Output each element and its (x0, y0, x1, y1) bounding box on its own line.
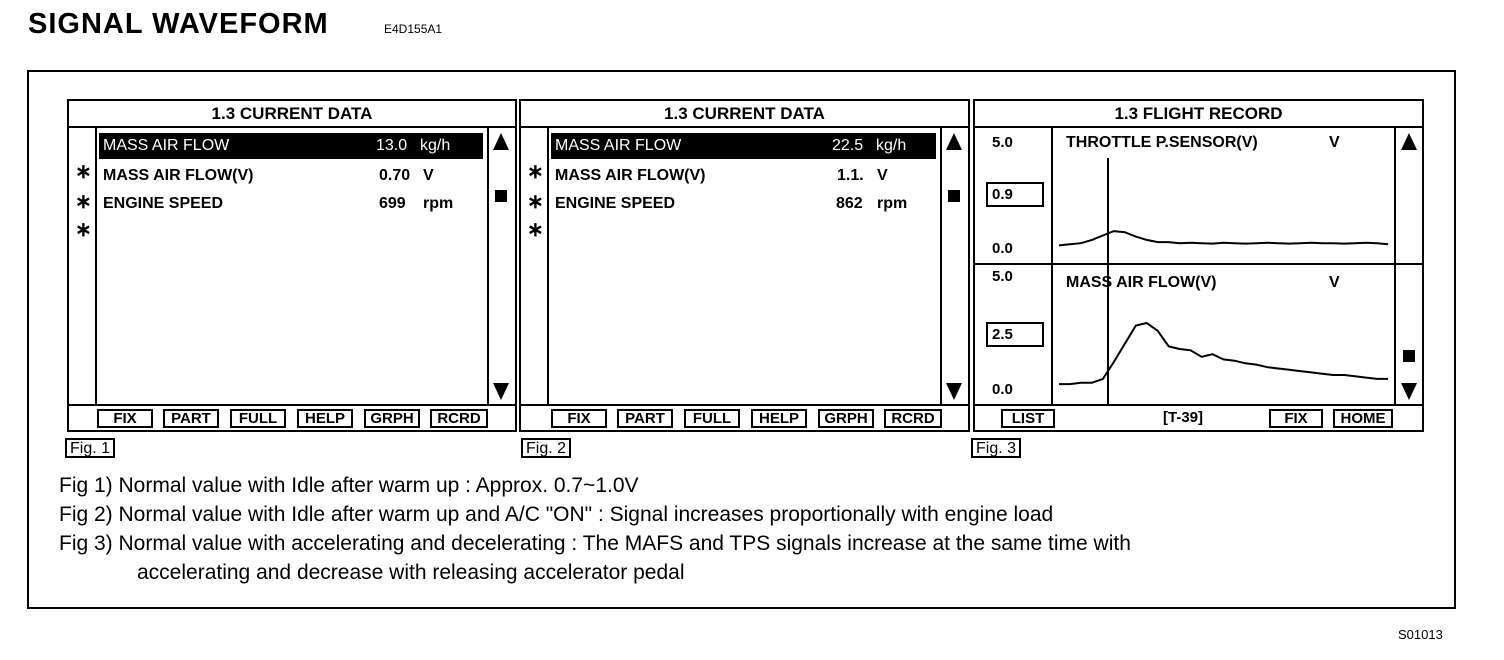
graph-unit: V (1329, 134, 1340, 151)
figure-label: Fig. 3 (971, 438, 1021, 458)
note-line: Fig 1) Normal value with Idle after warm up : Approx. 0.7~1.0V (59, 474, 639, 497)
scale-column (975, 128, 1053, 406)
note-line: Fig 3) Normal value with accelerating and decelerating : The MAFS and TPS signals increase at the same time with (59, 532, 1131, 555)
part-button[interactable]: PART (617, 409, 673, 428)
current-data-panel-1 (67, 99, 517, 432)
select-marker[interactable]: ∗ (75, 219, 92, 241)
scroll-down-icon[interactable] (1401, 383, 1417, 400)
row-value: 22.5 (832, 137, 864, 154)
flight-record-footer (975, 404, 1422, 430)
graph-button[interactable]: GRPH (364, 409, 420, 428)
fix-button[interactable]: FIX (1269, 409, 1323, 428)
data-row[interactable] (99, 191, 483, 217)
scale-max: 5.0 (992, 268, 1013, 285)
select-marker[interactable]: ∗ (75, 161, 92, 183)
scroll-thumb-icon[interactable] (1403, 350, 1415, 362)
scroll-thumb-icon[interactable] (948, 190, 960, 202)
scale-min: 0.0 (992, 240, 1013, 257)
row-label: MASS AIR FLOW (555, 137, 682, 154)
row-unit: kg/h (876, 137, 907, 154)
row-value: 699 (379, 195, 406, 212)
row-label: MASS AIR FLOW(V) (103, 167, 254, 184)
scroll-up-icon[interactable] (1401, 133, 1417, 150)
current-data-panel-2 (519, 99, 970, 432)
list-button[interactable]: LIST (1001, 409, 1055, 428)
row-unit: kg/h (420, 137, 451, 154)
scroll-up-icon[interactable] (946, 133, 962, 150)
scrollbar[interactable] (940, 128, 968, 404)
note-line: accelerating and decrease with releasing accelerator pedal (137, 561, 685, 584)
figure-label: Fig. 1 (65, 438, 115, 458)
fix-button[interactable]: FIX (551, 409, 607, 428)
help-button[interactable]: HELP (751, 409, 807, 428)
graph-label: THROTTLE P.SENSOR(V) (1066, 134, 1258, 151)
part-button[interactable]: PART (163, 409, 219, 428)
scroll-up-icon[interactable] (493, 133, 509, 150)
panel-title: 1.3 CURRENT DATA (69, 101, 515, 128)
marker-column (521, 128, 549, 404)
row-unit: V (423, 167, 434, 184)
scrollbar[interactable] (1394, 128, 1422, 406)
current-value-box: 0.9 (986, 182, 1044, 207)
fix-button[interactable]: FIX (97, 409, 153, 428)
row-label: ENGINE SPEED (555, 195, 676, 212)
scrollbar[interactable] (487, 128, 515, 404)
record-button[interactable]: RCRD (430, 409, 488, 428)
scroll-down-icon[interactable] (493, 383, 509, 400)
note-line: Fig 2) Normal value with Idle after warm up and A/C "ON" : Signal increases proportionally with engine load (59, 503, 1054, 526)
scroll-down-icon[interactable] (946, 383, 962, 400)
home-button[interactable]: HOME (1333, 409, 1393, 428)
graph-label: MASS AIR FLOW(V) (1066, 274, 1217, 291)
row-value: 0.70 (379, 167, 411, 184)
scroll-thumb-icon[interactable] (495, 190, 507, 202)
document-code: E4D155A1 (384, 22, 443, 36)
figure-label: Fig. 2 (521, 438, 571, 458)
marker-column (69, 128, 97, 404)
function-key-bar (69, 404, 515, 430)
help-button[interactable]: HELP (297, 409, 353, 428)
row-unit: rpm (877, 195, 908, 212)
panel-title: 1.3 FLIGHT RECORD (975, 101, 1422, 128)
graph-unit: V (1329, 274, 1340, 291)
full-button[interactable]: FULL (684, 409, 740, 428)
full-button[interactable]: FULL (230, 409, 286, 428)
row-label: ENGINE SPEED (103, 195, 224, 212)
function-key-bar (521, 404, 968, 430)
row-value: 862 (836, 195, 863, 212)
data-row[interactable] (99, 133, 483, 159)
scale-max: 5.0 (992, 134, 1013, 151)
select-marker[interactable]: ∗ (527, 161, 544, 183)
data-row[interactable] (551, 133, 936, 159)
flight-record-panel (973, 99, 1424, 432)
current-value-box: 2.5 (986, 322, 1044, 347)
data-row[interactable] (551, 191, 936, 217)
record-button[interactable]: RCRD (884, 409, 942, 428)
row-label: MASS AIR FLOW(V) (555, 167, 706, 184)
data-row[interactable] (99, 163, 483, 189)
row-label: MASS AIR FLOW (103, 137, 230, 154)
row-value: 1.1. (837, 167, 864, 184)
row-value: 13.0 (376, 137, 408, 154)
select-marker[interactable]: ∗ (527, 219, 544, 241)
panel-title: 1.3 CURRENT DATA (521, 101, 968, 128)
select-marker[interactable]: ∗ (75, 191, 92, 213)
record-id: [T-39] (1163, 409, 1204, 426)
figure-code: S01013 (1398, 627, 1443, 642)
waveform-plot (1053, 128, 1396, 406)
data-row[interactable] (551, 163, 936, 189)
graph-button[interactable]: GRPH (818, 409, 874, 428)
select-marker[interactable]: ∗ (527, 191, 544, 213)
row-unit: rpm (423, 195, 454, 212)
page-title: SIGNAL WAVEFORM (28, 8, 329, 40)
scale-min: 0.0 (992, 381, 1013, 398)
row-unit: V (877, 167, 888, 184)
